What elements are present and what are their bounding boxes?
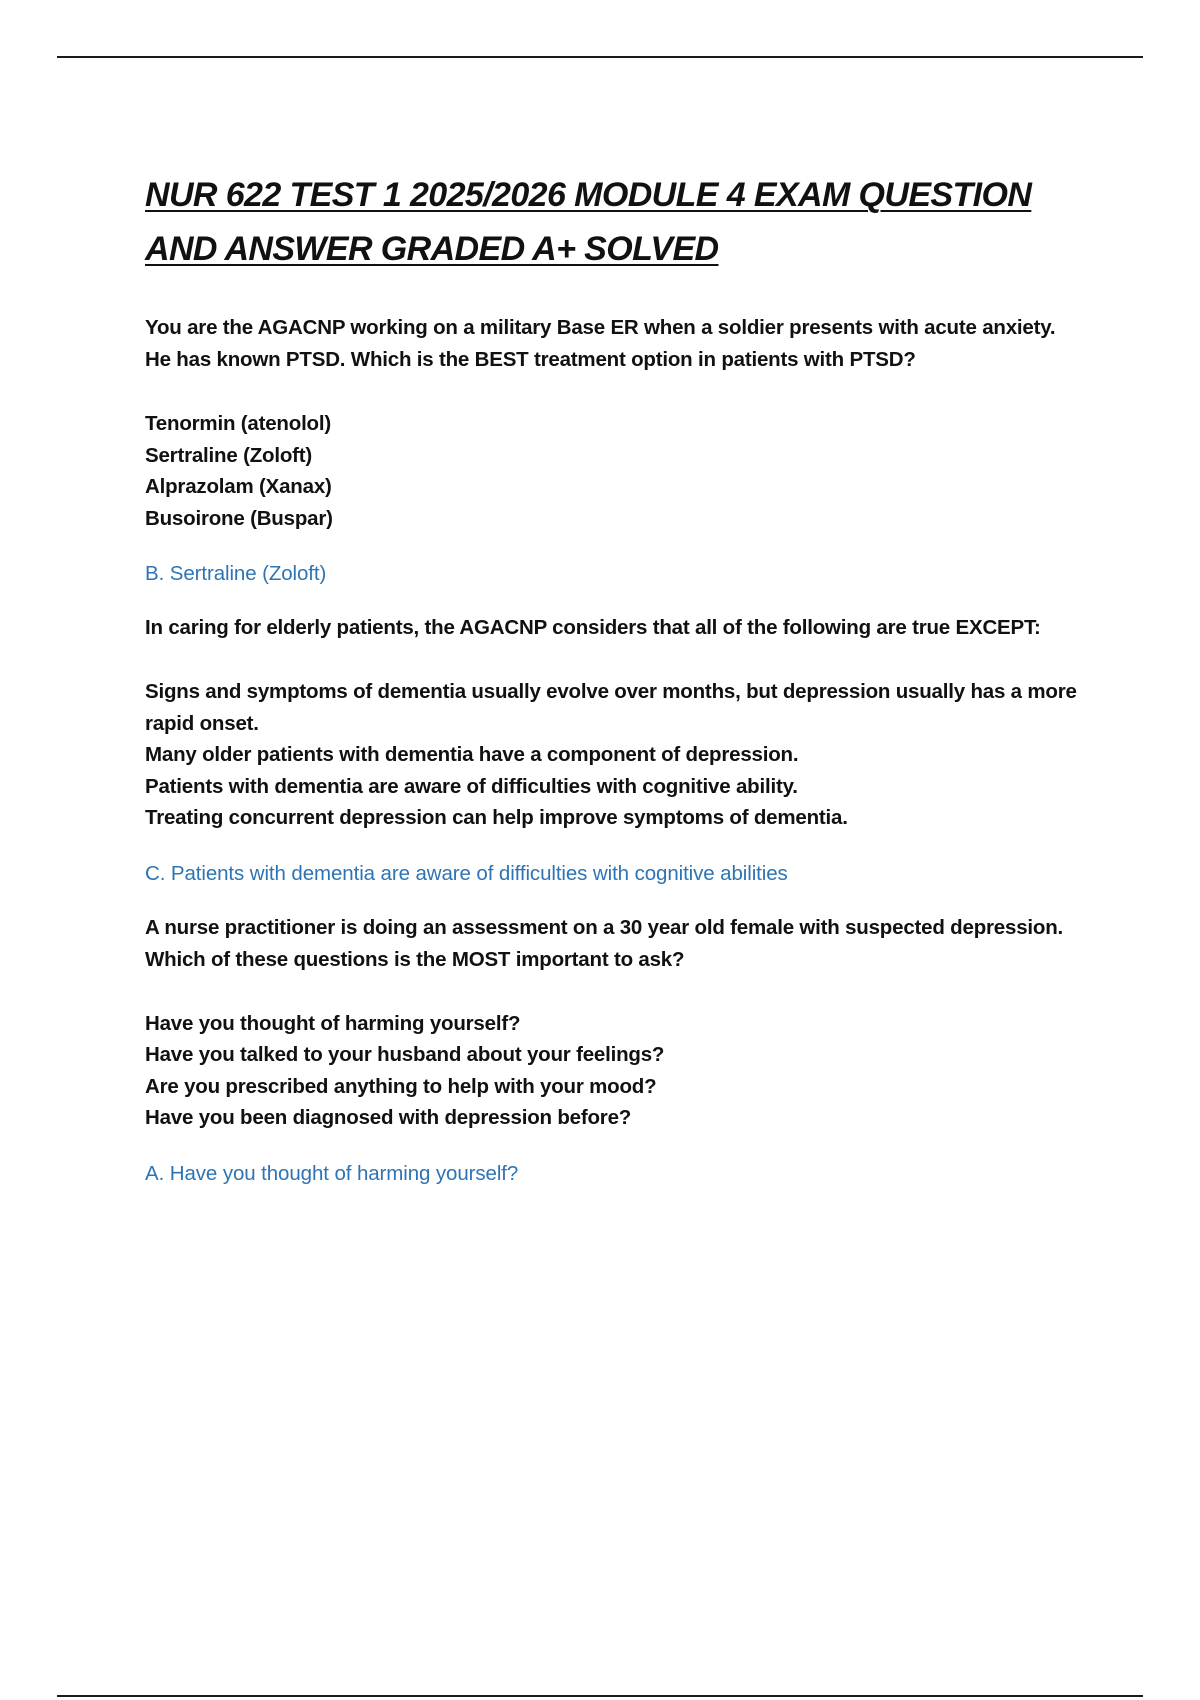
option-item: Sertraline (Zoloft) (145, 443, 313, 467)
option-item: Patients with dementia are aware of difficulties with cognitive ability. (145, 774, 798, 798)
correct-answer: C. Patients with dementia are aware of difficulties with cognitive abilities (145, 861, 788, 885)
option-item: Have you talked to your husband about your feelings? (145, 1043, 665, 1066)
footer-rule (57, 1695, 1143, 1697)
header-rule (57, 56, 1143, 58)
answer-options (145, 1008, 1085, 1134)
option-item: Have you been diagnosed with depression before? (145, 1106, 632, 1129)
correct-answer: A. Have you thought of harming yourself? (145, 1161, 519, 1185)
question-block-2 (145, 612, 1085, 890)
question-prompt: In caring for elderly patients, the AGACNP considers that all of the following are true EXCEPT: (145, 616, 1041, 639)
option-item: Many older patients with dementia have a component of depression. (145, 743, 799, 766)
document-title: NUR 622 TEST 1 2025/2026 MODULE 4 EXAM QUESTION AND ANSWER GRADED A+ SOLVED (145, 176, 1032, 268)
question-prompt: A nurse practitioner is doing an assessment on a 30 year old female with suspected depression. Which of these questions is the MOST important to ask? (145, 915, 1064, 971)
correct-answer: B. Sertraline (Zoloft) (145, 562, 327, 585)
document-body (145, 168, 1085, 1212)
question-prompt: You are the AGACNP working on a military Base ER when a soldier presents with acute anxiety. He has known PTSD. Which is the BEST treatment option in patients with PTSD? (145, 316, 1056, 371)
option-item: Signs and symptoms of dementia usually evolve over months, but depression usually has a more rapid onset. (145, 680, 1077, 735)
option-item: Busoirone (Buspar) (145, 506, 333, 530)
answer-options (145, 676, 1085, 834)
question-block-3 (145, 912, 1085, 1190)
option-item: Are you prescribed anything to help with your mood? (145, 1074, 657, 1098)
question-block-1 (145, 312, 1085, 590)
option-item: Alprazolam (Xanax) (145, 475, 332, 498)
answer-options (145, 408, 1085, 534)
option-item: Have you thought of harming yourself? (145, 1011, 521, 1035)
option-item: Treating concurrent depression can help improve symptoms of dementia. (145, 806, 848, 829)
option-item: Tenormin (atenolol) (145, 412, 332, 435)
